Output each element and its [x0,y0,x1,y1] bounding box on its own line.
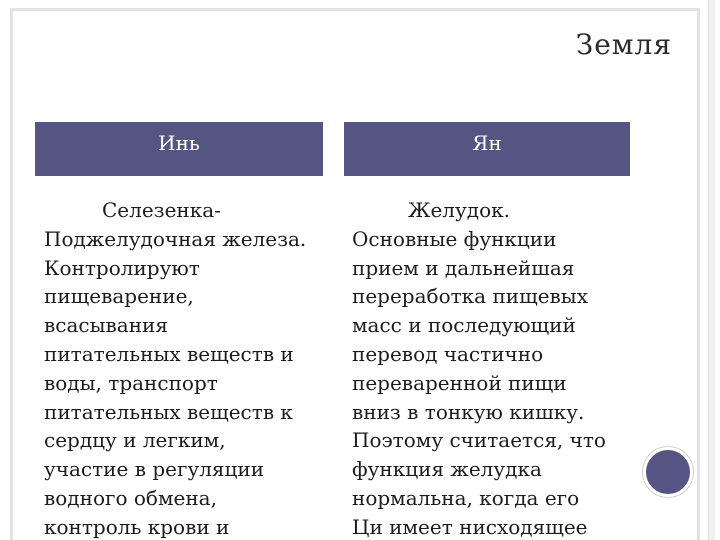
yang-header: Ян [344,122,630,176]
yang-text-line: прием и дальнейшая [352,255,575,280]
yin-text-line: Контролируют [44,255,200,280]
yin-text-line: контроль крови и [44,514,230,539]
yin-header: Инь [35,122,323,176]
yang-text-line: Ци имеет нисходящее [352,514,588,539]
yang-text-line: функция желудка [352,457,542,482]
yin-text-line: пищеварение, [44,284,194,309]
yang-column [352,196,632,540]
yin-text-line: Поджелудочная железа. [44,226,307,251]
yin-column [44,196,334,540]
yang-text-line: вниз в тонкую кишку. [352,399,585,424]
yin-text-line: водного обмена, [44,485,217,510]
yang-text-line: переваренной пищи [352,370,567,395]
slide-title: Земля [575,28,672,61]
yang-text-line: Основные функции [352,226,557,251]
yang-text-line: Желудок. [408,198,510,222]
yin-text-line: воды, транспорт [44,370,218,395]
yang-text-line: переработка пищевых [352,284,589,309]
yang-text-line: перевод частично [352,341,544,366]
yang-text-line: нормальна, когда его [352,485,580,510]
yin-text-line: питательных веществ и [44,341,294,366]
yin-text-line: сердцу и легким, [44,428,226,453]
yang-text-line: масс и последующий [352,313,576,338]
slide-accent-dot [643,447,693,497]
yin-text-line: участие в регуляции [44,457,265,482]
yin-text-line: Селезенка- [102,198,221,222]
slide-side-rail [708,0,715,540]
yin-text-line: всасывания [44,313,168,338]
yang-text-line: Поэтому считается, что [352,428,606,453]
yin-text-line: питательных веществ к [44,399,293,424]
